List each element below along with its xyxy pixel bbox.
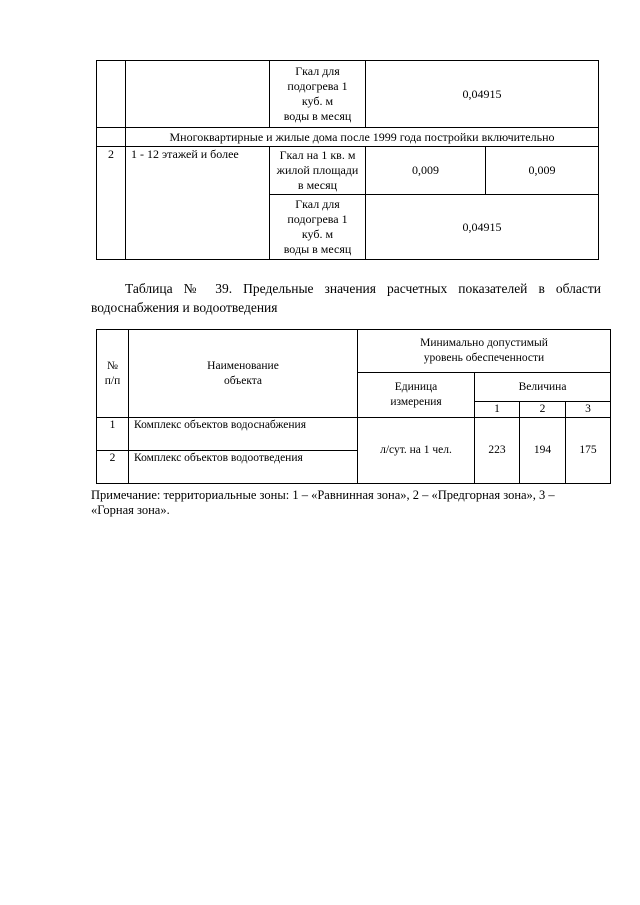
section-header: Многоквартирные и жилые дома после 1999 года постройки включительно [126,128,599,147]
table-cell-unit: Гкал для подогрева 1 куб. м воды в месяц [270,195,366,260]
header-unit: Единица измерения [358,373,475,418]
table-cell-num: 1 [97,418,129,451]
table-cell-value: 0,04915 [366,61,599,128]
table-cell-value: 223 [475,418,520,484]
table-cell-value: 175 [566,418,611,484]
table-cell-unit: Гкал для подогрева 1 куб. м воды в месяц [270,61,366,128]
table-row [97,61,599,128]
header-zone: 2 [520,402,566,418]
table-cell-floors: 1 - 12 этажей и более [126,147,270,260]
table-row [97,418,611,451]
table-cell-num [97,61,126,128]
table-header-row [97,330,611,373]
table-cell-value: 0,04915 [366,195,599,260]
header-value: Величина [475,373,611,402]
header-name: Наименование объекта [129,330,358,418]
table-note: Примечание: территориальные зоны: 1 – «Равнинная зона», 2 – «Предгорная зона», 3 – «Горная зона». [91,488,555,517]
header-num: № п/п [97,330,129,418]
table-cell-unit: Гкал на 1 кв. м жилой площади в месяц [270,147,366,195]
table-cell-name: Комплекс объектов водоснабжения [129,418,358,451]
table-cell-unit: л/сут. на 1 чел. [358,418,475,484]
table-row [97,128,599,147]
table-cell-num: 2 [97,451,129,484]
table-cell-value: 0,009 [366,147,486,195]
header-min-level: Минимально допустимый уровень обеспеченности [358,330,611,373]
table-cell-value: 0,009 [486,147,599,195]
table-cell-num: 2 [97,147,126,260]
table-caption: Таблица № 39. Предельные значения расчетных показателей в области водоснабжения и водоотведения [91,281,601,315]
water-supply-table [96,329,611,484]
header-zone: 1 [475,402,520,418]
table-cell-name: Комплекс объектов водоотведения [129,451,358,484]
header-zone: 3 [566,402,611,418]
table-row [97,147,599,195]
table-cell-floors [126,61,270,128]
table-cell-value: 194 [520,418,566,484]
heat-consumption-table [96,60,599,260]
